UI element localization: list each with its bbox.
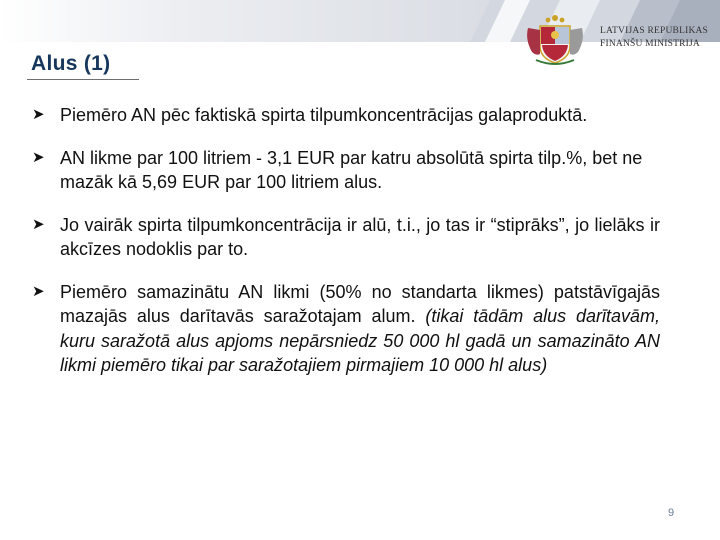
arrow-bullet-icon: ➤ <box>32 148 45 166</box>
title-underline <box>27 79 139 80</box>
bullet-text: Piemēro AN pēc faktiskā spirta tilpumkoncentrācijas galaproduktā. <box>60 105 588 125</box>
bullet-text: Jo vairāk spirta tilpumkoncentrācija ir alū, t.i., jo tas ir “stiprāks”, jo lielāks ir akcīzes nodoklis par to. <box>60 214 660 259</box>
ministry-name-line1: LATVIJAS REPUBLIKAS <box>600 26 709 36</box>
bullet-note: (tikai tādām alus darītavām, kuru saražotā alus apjoms nepārsniedz 50 000 hl gadā un samazināto AN likmi piemēro tikai par saražotajiem pirmajiem 10 000 hl alus) <box>60 306 660 375</box>
page-number: 9 <box>668 507 675 519</box>
ministry-logo <box>522 10 712 66</box>
coat-of-arms-icon <box>522 10 588 66</box>
arrow-bullet-icon: ➤ <box>32 106 45 123</box>
bullet-item <box>32 213 660 262</box>
arrow-bullet-icon: ➤ <box>32 215 45 233</box>
slide-title: Alus (1) <box>31 52 111 75</box>
ministry-name <box>600 25 708 51</box>
bullet-text: Piemēro samazinātu AN likmi (50% no standarta likmes) patstāvīgajās mazajās alus darītavās saražotajam alum. <box>60 281 660 326</box>
arrow-bullet-icon: ➤ <box>32 282 45 300</box>
ministry-name-line2: FINANŠU MINISTRIJA <box>600 39 700 49</box>
bullet-text: AN likme par 100 litriem - 3,1 EUR par katru absolūtā spirta tilp.%, bet ne mazāk kā 5,69 EUR par 100 litriem alus. <box>60 147 643 192</box>
bullet-item <box>32 280 660 378</box>
bullet-item <box>32 103 660 128</box>
bullet-list <box>32 103 660 396</box>
bullet-item <box>32 146 660 195</box>
